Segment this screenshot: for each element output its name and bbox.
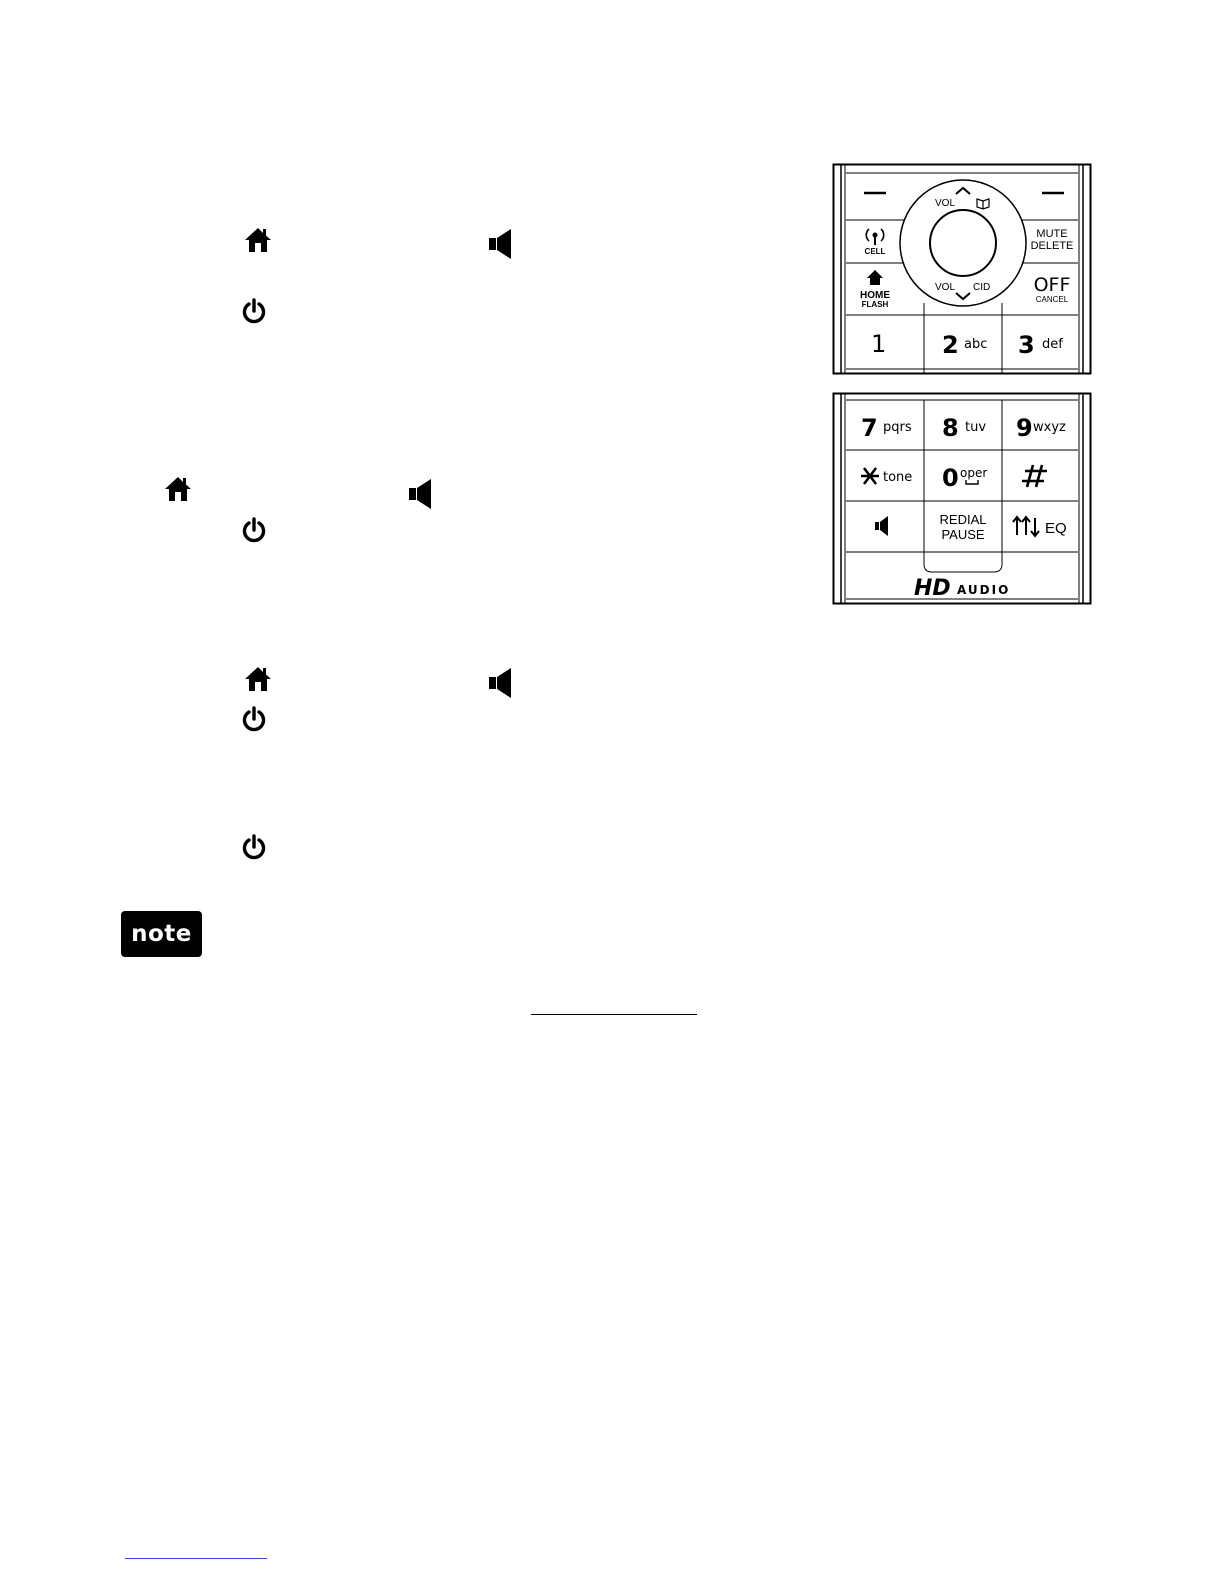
key-0-letters: oper [960, 466, 988, 480]
mute-label: MUTE [1036, 228, 1068, 240]
link-underline[interactable] [125, 1558, 267, 1559]
pause-label: PAUSE [941, 527, 985, 542]
key-2-letters: abc [964, 337, 988, 352]
star-key-letters: tone [883, 470, 913, 485]
power-icon [241, 517, 267, 543]
cancel-label: CANCEL [1035, 295, 1069, 304]
key-7-letters: pqrs [883, 420, 912, 435]
key-3-letters: def [1042, 337, 1063, 352]
key-9-label: 9 [1016, 414, 1033, 442]
home-icon [244, 665, 272, 693]
home-icon [244, 226, 272, 254]
off-label: OFF [1033, 274, 1071, 296]
key-9-letters: wxyz [1033, 420, 1066, 435]
cell-label: CELL [864, 247, 886, 256]
power-icon [241, 706, 267, 732]
key-1-label: 1 [871, 330, 887, 358]
flash-label: FLASH [861, 300, 889, 309]
delete-label: DELETE [1030, 240, 1074, 252]
home-label: HOME [860, 290, 890, 301]
keypad-bottom-illustration [832, 392, 1092, 605]
speaker-icon [489, 229, 513, 259]
speaker-icon [409, 479, 433, 509]
speaker-icon [489, 668, 513, 698]
key-8-letters: tuv [965, 420, 987, 435]
power-icon [241, 834, 267, 860]
underline-rule [531, 1014, 697, 1015]
key-8-label: 8 [942, 414, 959, 442]
vol-down-label: VOL [935, 282, 956, 293]
home-icon [164, 475, 192, 503]
vol-up-label: VOL [935, 198, 956, 209]
hd-label: HD [914, 576, 951, 601]
audio-label: AUDIO [957, 583, 1011, 597]
note-badge: note [121, 911, 202, 957]
redial-label: REDIAL [939, 512, 987, 527]
eq-label: EQ [1045, 520, 1067, 537]
key-3-label: 3 [1018, 331, 1035, 359]
key-0-label: 0 [942, 464, 959, 492]
keypad-top-illustration [832, 163, 1092, 375]
cid-label: CID [973, 282, 991, 293]
key-2-label: 2 [942, 331, 959, 359]
key-7-label: 7 [861, 414, 878, 442]
power-icon [241, 298, 267, 324]
